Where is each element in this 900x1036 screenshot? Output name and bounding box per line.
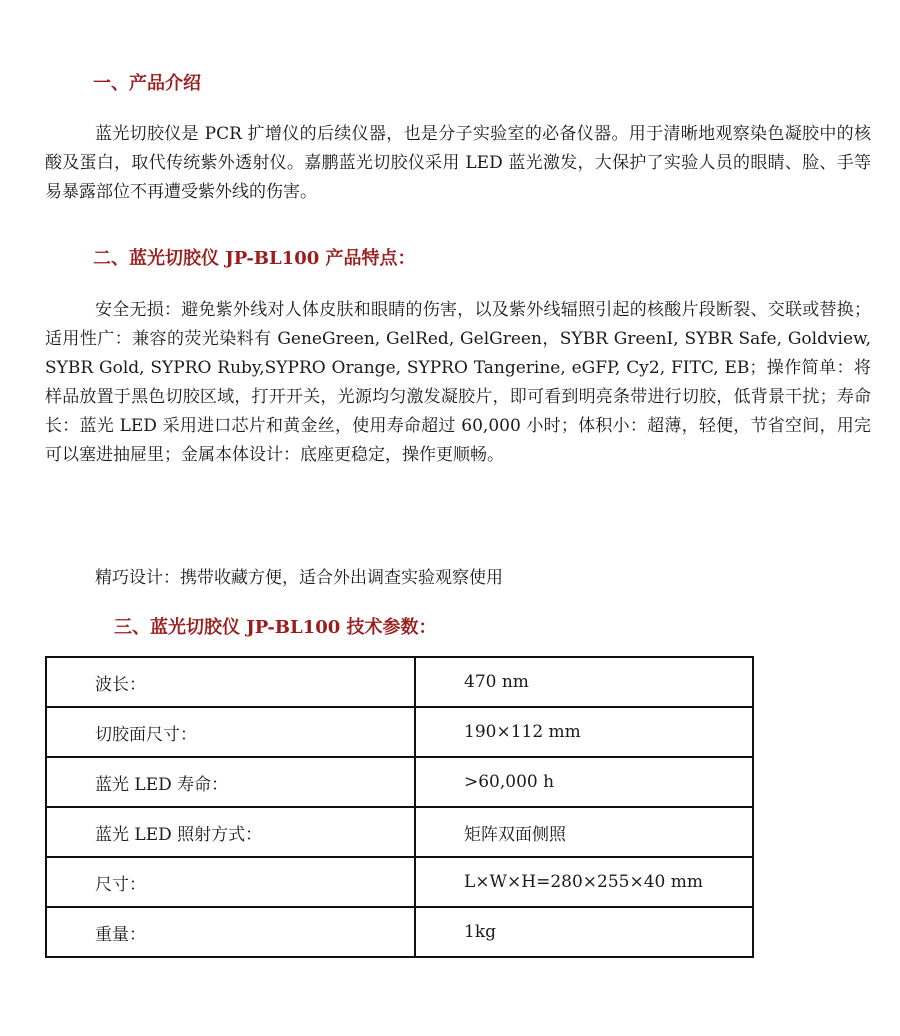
product-intro-heading: 一、产品介绍 xyxy=(93,73,201,94)
product-features-heading: 二、蓝光切胶仪 JP-BL100 产品特点： xyxy=(93,248,416,269)
tech-specs-table xyxy=(45,656,754,958)
spec-label: 尺寸： xyxy=(46,857,415,907)
product-features-paragraph: 安全无损：避免紫外线对人体皮肤和眼睛的伤害，以及紫外线辐照引起的核酸片段断裂、交联或替换；适用性广：兼容的荧光染料有 GeneGreen, GelRed, GelGreen，SYBR GreenI, SYBR Safe, Goldview, SYBR Gold, SYPRO Ruby,SYPRO Orange, SYPRO Tangerine, eGFP, Cy2, FITC, EB；操作简单：将样品放置于黑色切胶区域，打开开关，光源均匀激发凝胶片，即可看到明亮条带进行切胶，低背景干扰；寿命长：蓝光 LED 采用进口芯片和黄金丝，使用寿命超过 60,000 小时；体积小：超薄，轻便，节省空间，用完可以塞进抽屉里；金属本体设计：底座更稳定，操作更顺畅。 xyxy=(45,300,871,465)
spec-label: 重量： xyxy=(46,907,415,957)
spec-label: 波长： xyxy=(46,657,415,707)
table-row xyxy=(46,707,753,757)
spec-value: L×W×H=280×255×40 mm xyxy=(415,857,753,907)
tech-specs-heading: 三、蓝光切胶仪 JP-BL100 技术参数： xyxy=(114,617,437,638)
product-intro-paragraph: 蓝光切胶仪是 PCR 扩增仪的后续仪器，也是分子实验室的必备仪器。用于清晰地观察染色凝胶中的核酸及蛋白，取代传统紫外透射仪。嘉鹏蓝光切胶仪采用 LED 蓝光激发，大保护了实验人员的眼睛、脸、手等易暴露部位不再遭受紫外线的伤害。 xyxy=(45,124,871,202)
compact-design-paragraph: 精巧设计：携带收藏方便，适合外出调查实验观察使用 xyxy=(95,568,503,588)
table-row xyxy=(46,807,753,857)
spec-value: 190×112 mm xyxy=(415,707,753,757)
spec-label: 切胶面尺寸： xyxy=(46,707,415,757)
table-row xyxy=(46,657,753,707)
spec-value: 1kg xyxy=(415,907,753,957)
table-row xyxy=(46,757,753,807)
spec-value: 470 nm xyxy=(415,657,753,707)
spec-value: 矩阵双面侧照 xyxy=(415,807,753,857)
spec-value: >60,000 h xyxy=(415,757,753,807)
table-row xyxy=(46,857,753,907)
spec-label: 蓝光 LED 寿命： xyxy=(46,757,415,807)
spec-label: 蓝光 LED 照射方式： xyxy=(46,807,415,857)
table-row xyxy=(46,907,753,957)
